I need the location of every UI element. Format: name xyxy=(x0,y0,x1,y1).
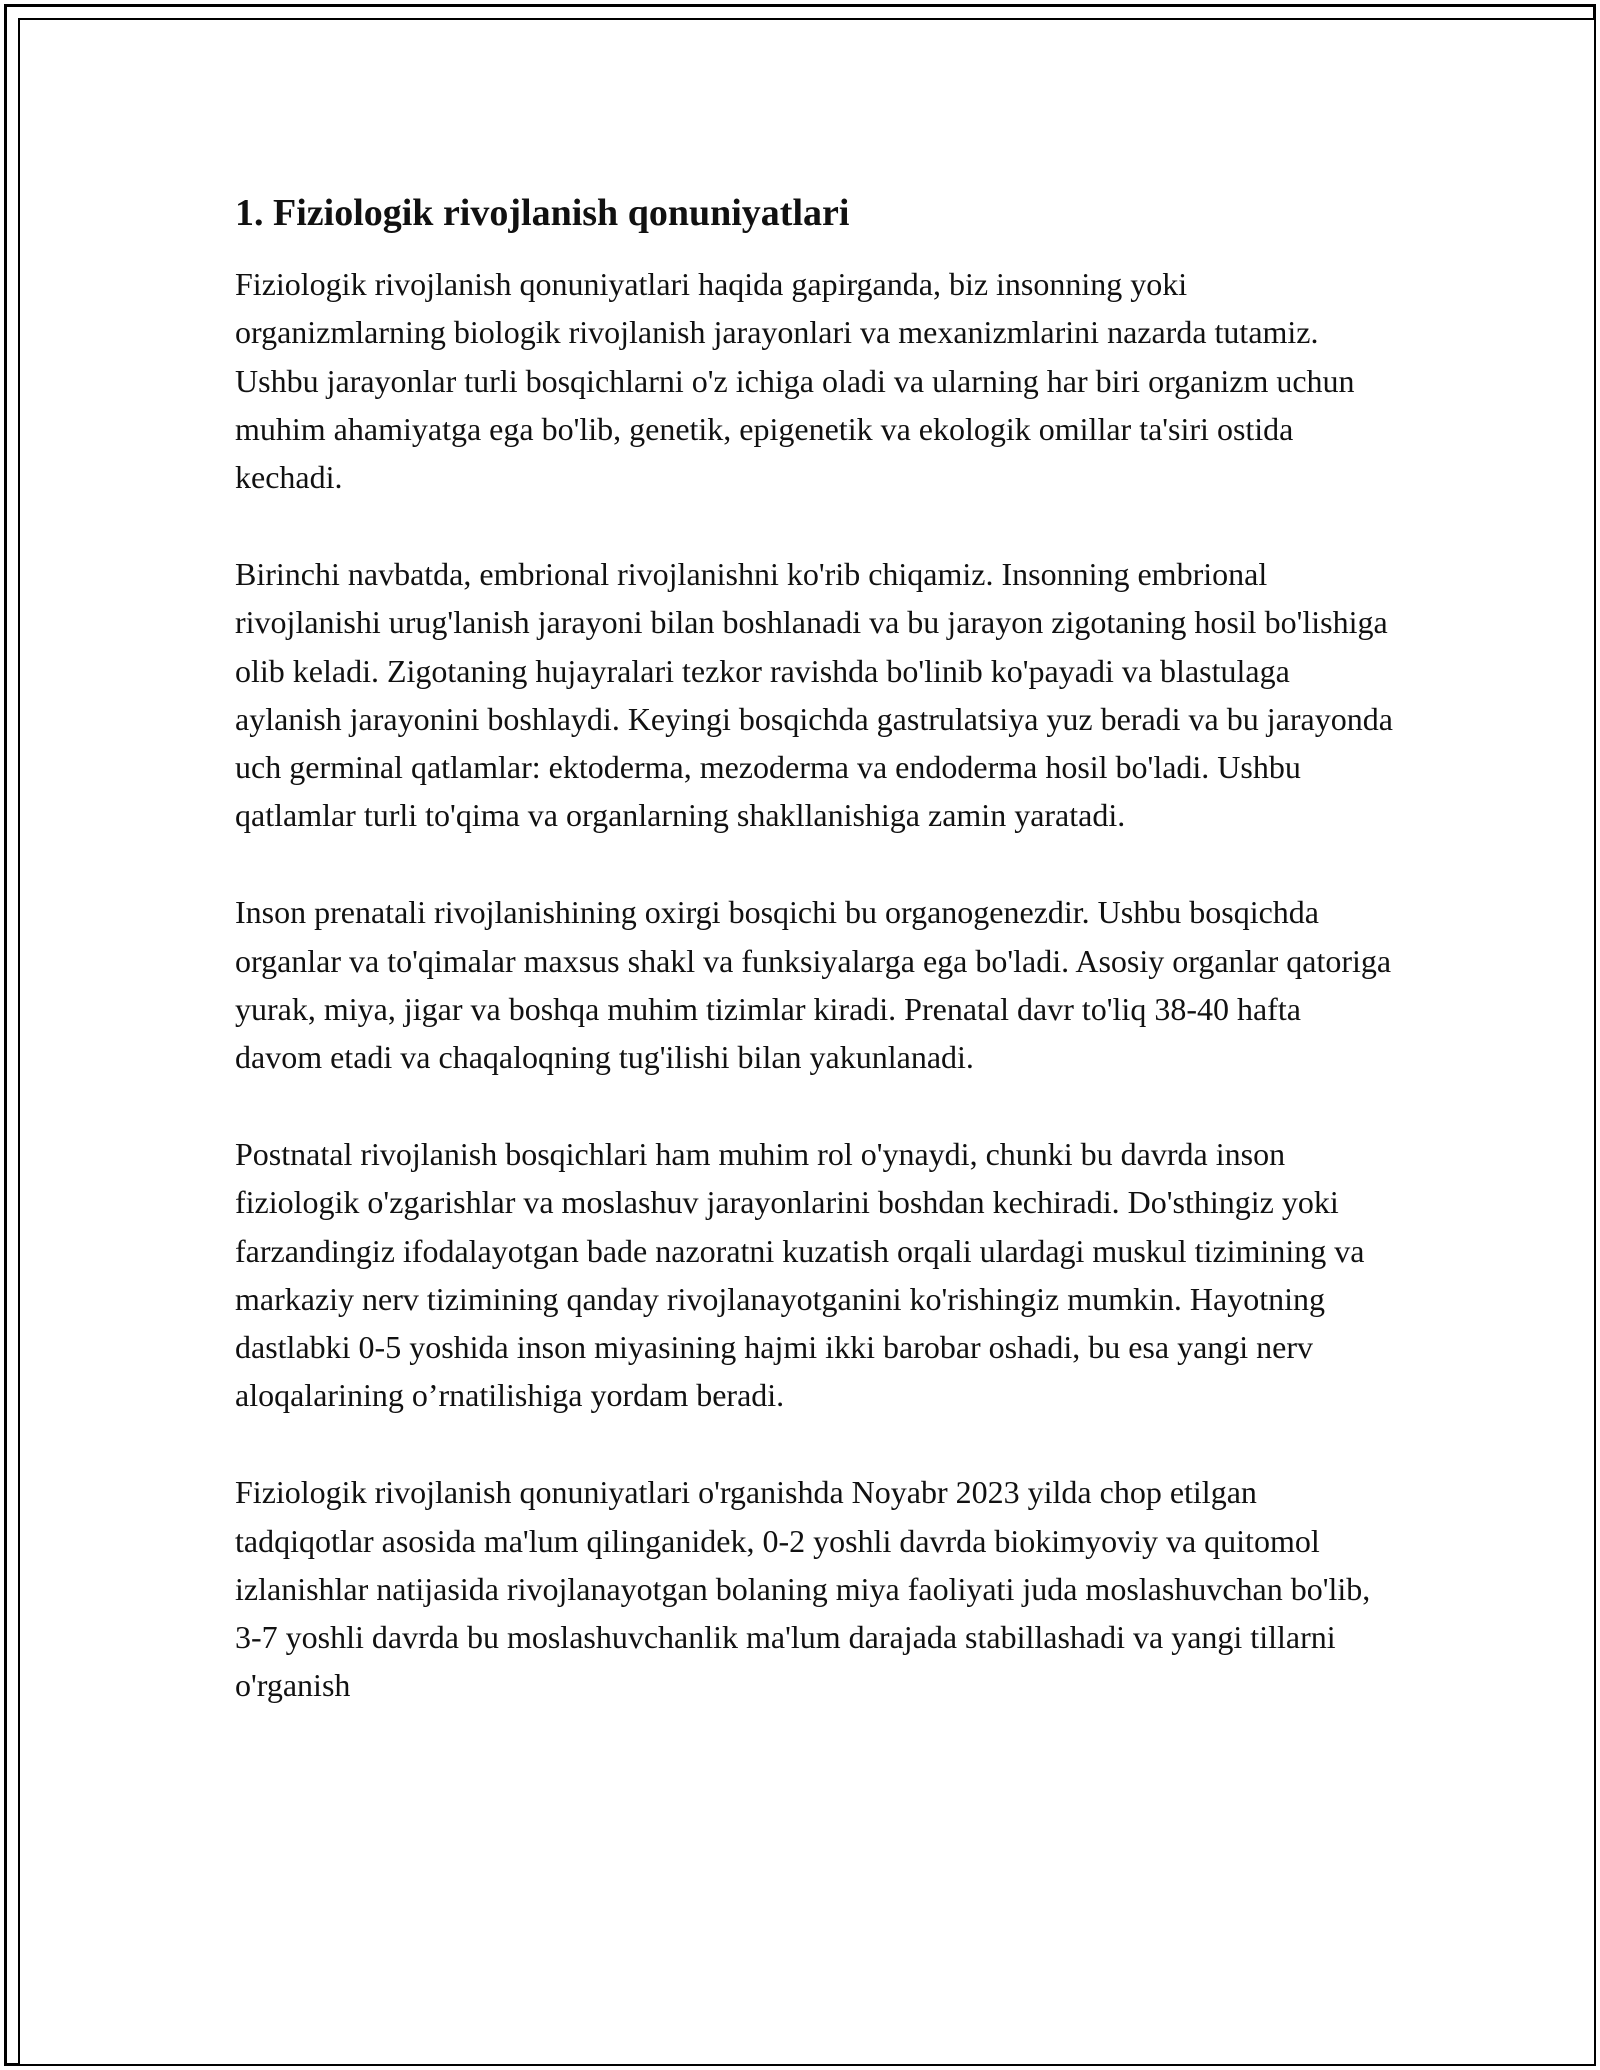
section-heading: 1. Fiziologik rivojlanish qonuniyatlari xyxy=(235,192,850,234)
document-body xyxy=(235,188,1395,1758)
paragraph-postnatal: Postnatal rivojlanish bosqichlari ham muhim rol o'ynaydi, chunki bu davrda inson fiziologik o'zgarishlar va moslashuv jarayonlarini boshdan kechiradi. Do'sthingiz yoki farzandingiz ifodalayotgan bade nazoratni kuzatish orqali ulardagi muskul tizimining va markaziy nerv tizimining qanday rivojlanayotganini ko'rishingiz mumkin. Hayotning dastlabki 0-5 yoshida inson miyasining hajmi ikki barobar oshadi, bu esa yangi nerv aloqalarining o’rnatilishiga yordam beradi. xyxy=(235,1135,1365,1414)
paragraph-embryonic: Birinchi navbatda, embrional rivojlanishni ko'rib chiqamiz. Insonning embrional rivojlanishi urug'lanish jarayoni bilan boshlanadi va bu jarayon zigotaning hosil bo'lishiga olib keladi. Zigotaning hujayralari tezkor ravishda bo'linib ko'payadi va blastulaga aylanish jarayonini boshlaydi. Keyingi bosqichda gastrulatsiya yuz beradi va bu jarayonda uch germinal qatlamlar: ektoderma, mezoderma va endoderma hosil bo'ladi. Ushbu qatlamlar turli to'qima va organlarning shakllanishiga zamin yaratadi. xyxy=(235,555,1393,834)
paragraph-intro: Fiziologik rivojlanish qonuniyatlari haqida gapirganda, biz insonning yoki organizmlarning biologik rivojlanish jarayonlari va mexanizmlarini nazarda tutamiz. Ushbu jarayonlar turli bosqichlarni o'z ichiga oladi va ularning har biri organizm uchun muhim ahamiyatga ega bo'lib, genetik, epigenetik va ekologik omillar ta'siri ostida kechadi. xyxy=(235,266,1355,496)
paragraph-research: Fiziologik rivojlanish qonuniyatlari o'rganishda Noyabr 2023 yilda chop etilgan tadqiqotlar asosida ma'lum qilinganidek, 0-2 yoshli davrda biokimyoviy va quitomol izlanishlar natijasida rivojlanayotgan bolaning miya faoliyati juda moslashuvchan bo'lib, 3-7 yoshli davrda bu moslashuvchanlik ma'lum darajada stabillashadi va yangi tillarni o'rganish xyxy=(235,1474,1371,1704)
paragraph-organogenesis: Inson prenatali rivojlanishining oxirgi bosqichi bu organogenezdir. Ushbu bosqichda organlar va to'qimalar maxsus shakl va funksiyalarga ega bo'ladi. Asosiy organlar qatoriga yurak, miya, jigar va boshqa muhim tizimlar kiradi. Prenatal davr to'liq 38-40 hafta davom etadi va chaqaloqning tug'ilishi bilan yakunlanadi. xyxy=(235,894,1392,1076)
